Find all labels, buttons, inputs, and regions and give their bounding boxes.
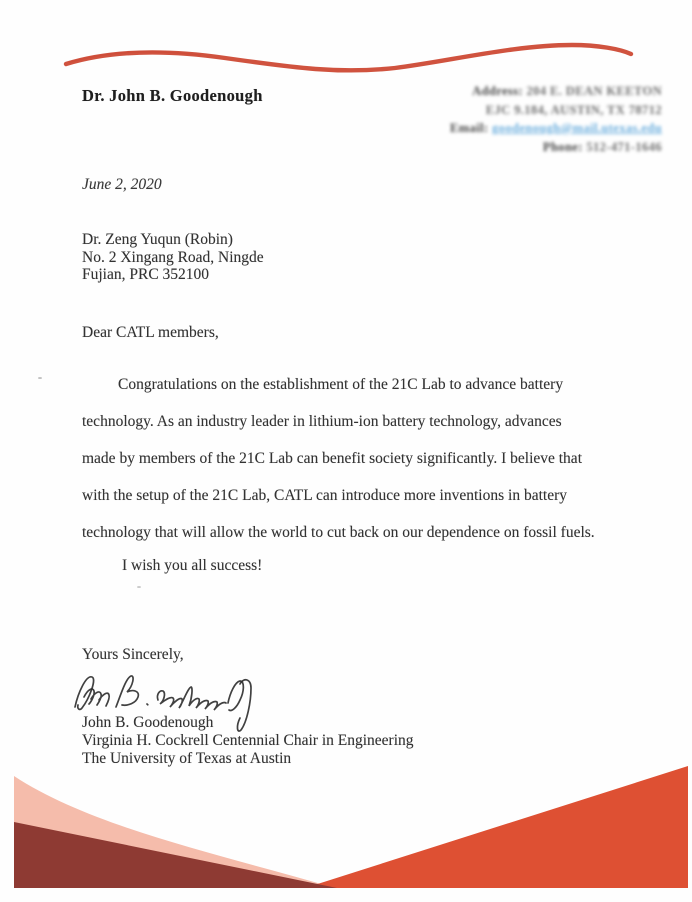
- contact-email-line: [450, 119, 662, 138]
- wish-line: I wish you all success!: [122, 557, 263, 574]
- contact-address-line1: [450, 82, 662, 101]
- address-label: Address:: [472, 84, 523, 98]
- contact-address-line2: [450, 101, 662, 120]
- paragraph-line: Congratulations on the establishment of the 21C Lab to advance battery: [118, 376, 564, 393]
- recipient-address-block: [82, 231, 264, 284]
- recipient-name: Dr. Zeng Yuqun (Robin): [82, 231, 233, 248]
- letter-date: June 2, 2020: [82, 176, 162, 193]
- recipient-street: No. 2 Xingang Road, Ningde: [82, 248, 264, 266]
- email-label: Email:: [449, 121, 489, 135]
- paragraph-line: technology. As an industry leader in lithium-ion battery technology, advances: [82, 413, 562, 430]
- contact-phone-line: [450, 138, 662, 157]
- address-value-line2: EJC 9.184, AUSTIN, TX 78712: [485, 102, 662, 117]
- closing-line: Yours Sincerely,: [82, 646, 184, 663]
- paragraph-line: technology that will allow the world to cut back on our dependence on fossil fuels.: [82, 524, 595, 541]
- signatory-title: Virginia H. Cockrell Centennial Chair in Engineering: [82, 732, 414, 749]
- scan-speckle: [38, 377, 42, 379]
- letter-body-paragraph: [82, 366, 612, 551]
- signatory-organization: The University of Texas at Austin: [82, 750, 292, 767]
- phone-label: Phone:: [542, 139, 583, 154]
- salutation: Dear CATL members,: [82, 324, 219, 341]
- email-link: goodenough@mail.utexas.edu: [492, 121, 662, 135]
- phone-value: 512-471-1646: [586, 139, 662, 154]
- recipient-region: Fujian, PRC 352100: [82, 266, 210, 283]
- footer-triangle-orange: [305, 766, 688, 888]
- sender-contact-block: [450, 82, 662, 156]
- sender-name: Dr. John B. Goodenough: [82, 86, 263, 105]
- scan-speckle: [137, 586, 141, 588]
- signatory-name: John B. Goodenough: [82, 714, 214, 731]
- paragraph-line: with the setup of the 21C Lab, CATL can introduce more inventions in battery: [82, 487, 567, 504]
- paragraph-line: made by members of the 21C Lab can benefit society significantly. I believe that: [82, 450, 582, 467]
- address-value-line1: 204 E. DEAN KEETON: [526, 84, 662, 98]
- footer-triangles-decoration: [0, 760, 692, 902]
